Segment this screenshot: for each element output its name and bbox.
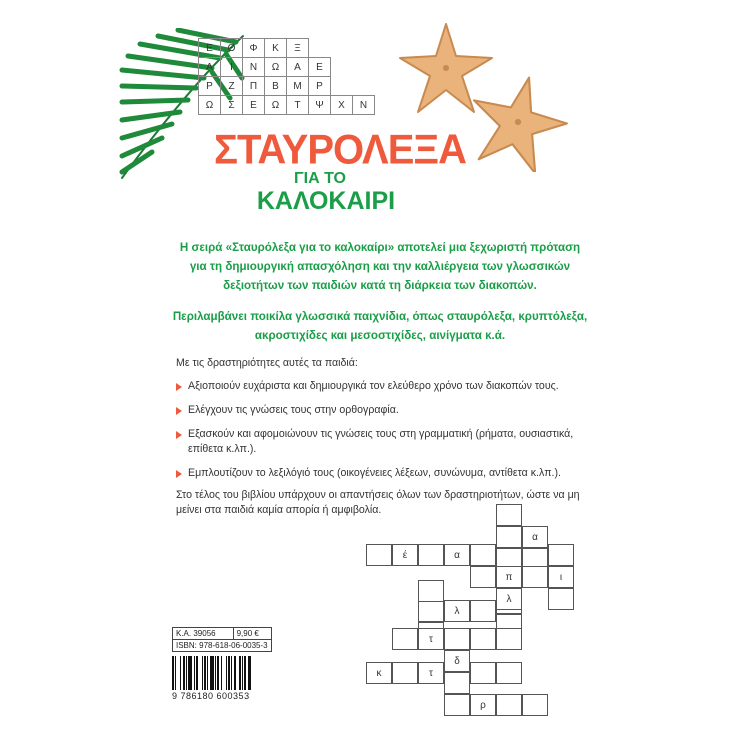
barcode-icon [172, 656, 300, 690]
crossword-cell: π [496, 566, 522, 588]
triangle-bullet-icon [176, 383, 182, 391]
list-item [176, 466, 596, 481]
crossword-cell: κ [366, 662, 392, 684]
barcode-bar [251, 656, 252, 690]
letter-cell: Β [265, 77, 287, 96]
crossword-cell [392, 662, 418, 684]
crossword-cell: ρ [470, 694, 496, 716]
crossword-cell [522, 694, 548, 716]
crossword-cell: α [522, 526, 548, 548]
crossword-cell: λ [496, 588, 522, 610]
crossword-cell [444, 694, 470, 716]
letter-cell: Θ [221, 39, 243, 58]
crossword-cell [470, 662, 496, 684]
letter-cell: Ω [265, 58, 287, 77]
letter-cell: Ε [243, 96, 265, 115]
crossword-cell: τ [418, 662, 444, 684]
triangle-bullet-icon [176, 470, 182, 478]
letter-cell: Μ [287, 77, 309, 96]
crossword-cell [496, 628, 522, 650]
letter-cell: Ω [265, 96, 287, 115]
product-code: Κ.Α. 39056 [173, 628, 234, 640]
list-item-text: Εμπλουτίζουν το λεξιλόγιό τους (οικογένειες λέξεων, συνώνυμα, αντίθετα κ.λπ.). [188, 467, 561, 479]
starfish-icon [466, 72, 570, 172]
book-title: ΣΤΑΥΡΟΛΕΞΑ [213, 126, 467, 174]
crossword-cell [418, 600, 444, 622]
closing-text: Στο τέλος του βιβλίου υπάρχουν οι απαντήσεις όλων των δραστηριοτήτων, ώστε να μη μείνει στα παιδιά καμία απορία ή αμφιβολία. [176, 489, 580, 516]
letter-grid-row [199, 96, 375, 115]
letter-grid-row [199, 77, 375, 96]
letter-cell: Ω [199, 96, 221, 115]
triangle-bullet-icon [176, 431, 182, 439]
description-lead: Με τις δραστηριότητες αυτές τα παιδιά: [176, 357, 358, 369]
crossword-cell [418, 580, 444, 602]
crossword-cell [522, 566, 548, 588]
price: 9,90 € [233, 628, 271, 640]
description-body [176, 356, 596, 529]
letter-grid-decoration [198, 38, 375, 115]
list-item [176, 403, 596, 418]
letter-grid-row [199, 39, 375, 58]
letter-cell: Ν [243, 58, 265, 77]
letter-cell: Φ [243, 39, 265, 58]
benefits-list [176, 379, 596, 481]
letter-cell: Α [287, 58, 309, 77]
letter-cell: Σ [221, 96, 243, 115]
letter-cell: Ζ [221, 77, 243, 96]
book-subtitle: ΓΙΑ ΤΟ [294, 170, 346, 187]
list-item-text: Εξασκούν και αφομοιώνουν τις γνώσεις τους στη γραμματική (ρήματα, ουσιαστικά, επίθετα κ.λπ.). [188, 428, 574, 455]
letter-cell: Ξ [287, 39, 309, 58]
crossword-cell: έ [392, 544, 418, 566]
list-item-text: Αξιοποιούν ευχάριστα και δημιουργικά τον ελεύθερο χρόνο των διακοπών τους. [188, 380, 559, 392]
crossword-cell: δ [444, 650, 470, 672]
crossword-cell: λ [444, 600, 470, 622]
crossword-cell [418, 544, 444, 566]
isbn: ISBN: 978-618-06-0035-3 [173, 640, 272, 652]
crossword-cell [548, 588, 574, 610]
letter-cell: Ψ [309, 96, 331, 115]
crossword-cell [470, 628, 496, 650]
letter-cell: Ρ [309, 77, 331, 96]
crossword-cell [496, 504, 522, 526]
letter-cell: Ι [221, 58, 243, 77]
letter-cell: Ν [353, 96, 375, 115]
crossword-cell [496, 662, 522, 684]
letter-cell: Κ [265, 39, 287, 58]
crossword-cell [470, 600, 496, 622]
intro-paragraph: Περιλαμβάνει ποικίλα γλωσσικά παιχνίδια, όπως σταυρόλεξα, κρυπτόλεξα, ακροστιχίδες και μεσοστιχίδες, αινίγματα κ.ά. [172, 310, 588, 342]
crossword-cell [496, 694, 522, 716]
letter-cell: Τ [287, 96, 309, 115]
triangle-bullet-icon [176, 407, 182, 415]
letter-cell: Ε [309, 58, 331, 77]
list-item [176, 379, 596, 394]
letter-cell: Α [199, 58, 221, 77]
intro-text [170, 238, 590, 357]
letter-cell: Π [243, 77, 265, 96]
crossword-cell: τ [418, 628, 444, 650]
crossword-cell: ι [548, 566, 574, 588]
table-row [173, 640, 272, 652]
table-row [173, 628, 272, 640]
crossword-cell [366, 544, 392, 566]
letter-grid-row [199, 58, 375, 77]
letter-cell: Ρ [199, 77, 221, 96]
barcode-number: 9 786180 600353 [172, 691, 250, 701]
letter-cell: Χ [331, 96, 353, 115]
barcode-block [172, 627, 302, 701]
list-item [176, 427, 596, 457]
crossword-cell [496, 526, 522, 548]
crossword-cell [444, 628, 470, 650]
crossword-cell: α [444, 544, 470, 566]
crossword-cell [548, 544, 574, 566]
product-info-table [172, 627, 272, 652]
crossword-cell [444, 672, 470, 694]
intro-paragraph: Η σειρά «Σταυρόλεξα για το καλοκαίρι» αποτελεί μια ξεχωριστή πρόταση για τη δημιουργική απασχόληση και την καλλιέργεια των γλωσσικών δεξιοτήτων των παιδιών κατά τη διάρκεια των διακοπών. [179, 241, 581, 292]
crossword-cell [392, 628, 418, 650]
crossword-cell [470, 544, 496, 566]
letter-cell: Ε [199, 39, 221, 58]
crossword-cell [470, 566, 496, 588]
book-subtitle-season: ΚΑΛΟΚΑΙΡΙ [256, 187, 396, 215]
list-item-text: Ελέγχουν τις γνώσεις τους στην ορθογραφία. [188, 404, 399, 416]
